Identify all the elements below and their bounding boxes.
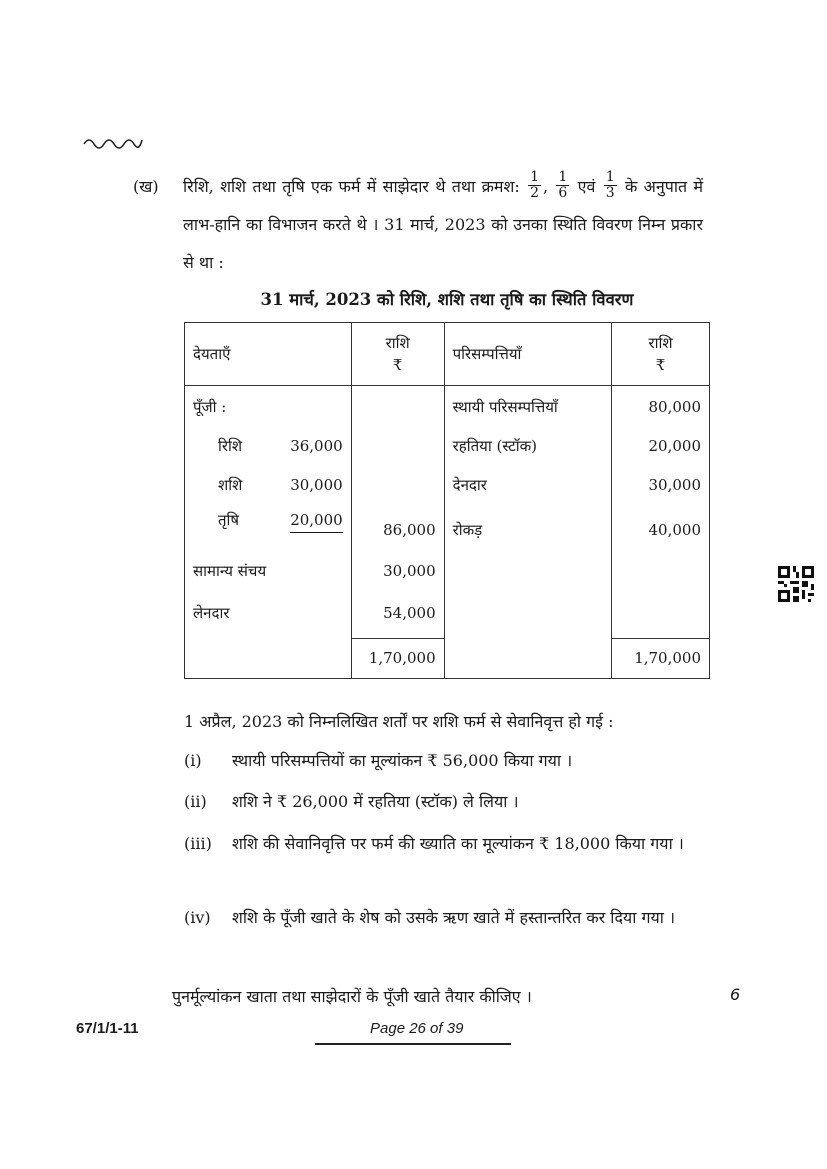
page-number: Page 26 of 39 <box>370 1020 464 1037</box>
total-row <box>185 639 710 679</box>
capital-row: रिशि 36,000 <box>218 437 343 455</box>
asset-amount: 40,000 <box>648 521 701 539</box>
asset-amount: 30,000 <box>648 476 701 494</box>
condition-item: (iii) शशि की सेवानिवृत्ति पर फर्म की ख्याति का मूल्यांकन ₹ 18,000 किया गया । <box>184 834 684 853</box>
general-reserve-label: सामान्य संचय <box>193 562 267 580</box>
condition-item: (iv) शशि के पूँजी खाते के शेष को उसके ऋण खाते में हस्तान्तरित कर दिया गया । <box>184 908 676 927</box>
question-label: (ख) <box>133 177 159 196</box>
balance-sheet-title: 31 मार्च, 2023 को रिशि, शशि तथा तृषि का स्थिति विवरण <box>260 290 634 309</box>
condition-item: (ii) शशि ने ₹ 26,000 में रहतिया (स्टॉक) ले लिया । <box>184 792 519 811</box>
instruction-text: पुनर्मूल्यांकन खाता तथा साझेदारों के पूँजी खाते तैयार कीजिए । <box>172 987 532 1006</box>
assets-cell <box>444 386 611 639</box>
asset-label: रोकड़ <box>452 521 483 539</box>
liabilities-header: देयताएँ <box>185 323 352 386</box>
capital-row: तृषि 20,000 <box>193 505 343 552</box>
condition-item: (i) स्थायी परिसम्पत्तियों का मूल्यांकन ₹ 56,000 किया गया । <box>184 751 573 770</box>
liabilities-cell <box>185 386 352 639</box>
balance-sheet-table <box>184 322 710 679</box>
paper-code: 67/1/1-11 <box>76 1020 139 1037</box>
ratio-rishi: $\frac{1}{2}$ <box>530 169 539 201</box>
marks: 6 <box>730 985 741 1004</box>
assets-total: 1,70,000 <box>612 639 710 679</box>
liabilities-amount-cell <box>351 386 444 639</box>
assets-header: परिसम्पत्तियाँ <box>444 323 611 386</box>
qr-code-icon <box>777 566 815 602</box>
liabilities-amount-header: राशि ₹ <box>351 323 444 386</box>
assets-amount-cell <box>612 386 710 639</box>
intro-text: रिशि, शशि तथा तृषि एक फर्म में साझेदार थे तथा क्रमश: <box>183 177 520 196</box>
general-reserve-amount: 30,000 <box>383 562 436 580</box>
page-underline <box>315 1043 511 1045</box>
table-body <box>185 386 710 639</box>
question-intro: रिशि, शशि तथा तृषि एक फर्म में साझेदार थे तथा क्रमश: $\frac{1}{2}$ , $\frac{1}{6}$ एवं $\frac{1}{3}$ के अनुपात में लाभ-हानि का विभाजन करते थे । 31 मार्च, 2023 को उनका स्थिति विवरण निम्न प्रकार से था : <box>183 169 704 272</box>
asset-amount: 80,000 <box>648 398 701 416</box>
capital-row: शशि 30,000 <box>218 476 343 494</box>
asset-amount: 20,000 <box>648 437 701 455</box>
conditions-intro: 1 अप्रैल, 2023 को निम्नलिखित शर्तों पर शशि फर्म से सेवानिवृत्त हो गई : <box>184 712 614 731</box>
asset-label: स्थायी परिसम्पत्तियाँ <box>452 398 558 416</box>
assets-amount-header: राशि ₹ <box>612 323 710 386</box>
ratio-trishi: $\frac{1}{3}$ <box>605 169 615 201</box>
ratio-shashi: $\frac{1}{6}$ <box>558 169 568 201</box>
asset-label: देनदार <box>452 476 487 494</box>
capital-label: पूँजी : <box>193 398 227 416</box>
intro-text-rest: के अनुपात में लाभ-हानि का विभाजन करते थे । 31 मार्च, 2023 को उनका स्थिति विवरण निम्न प्रकार से था : <box>183 177 704 272</box>
asset-label: रहतिया (स्टॉक) <box>452 437 538 455</box>
creditors-label: लेनदार <box>193 604 230 622</box>
liabilities-total: 1,70,000 <box>351 639 444 679</box>
table-header-row <box>185 323 710 386</box>
creditors-amount: 54,000 <box>383 604 436 622</box>
wave-mark-icon <box>82 132 144 152</box>
capital-total: 86,000 <box>383 521 436 539</box>
